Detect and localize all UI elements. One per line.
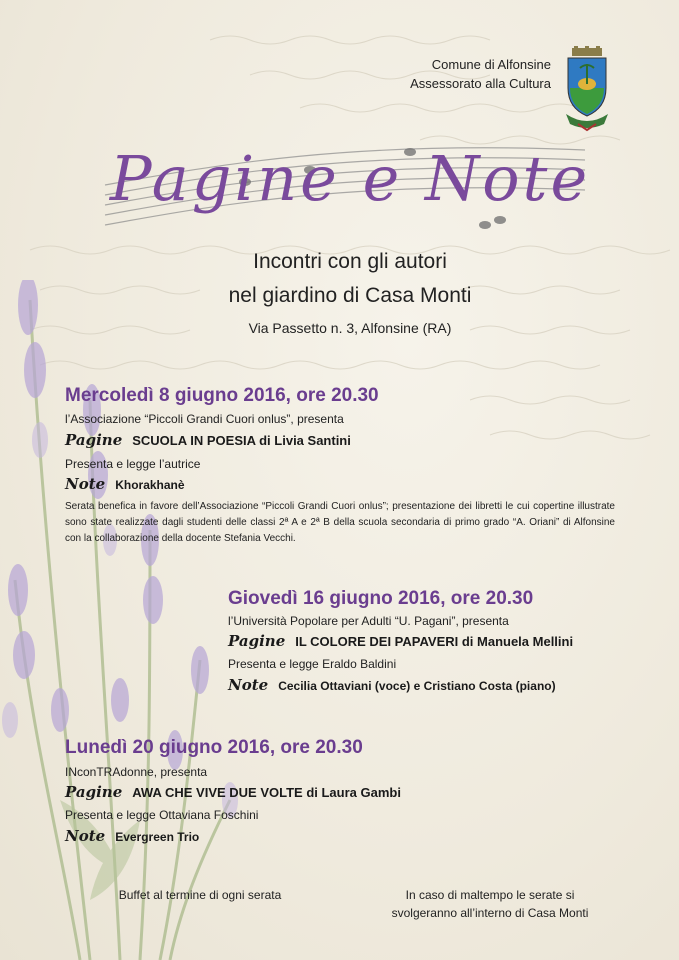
lavender-illustration	[0, 280, 260, 960]
footer-weather-note	[350, 886, 630, 922]
municipal-crest-icon	[558, 46, 616, 132]
weather-note-line-2: svolgeranno all’interno di Casa Monti	[391, 906, 589, 920]
weather-note-line-1: In caso di maltempo le serate si	[405, 888, 575, 902]
event-presenter: l’Università Popolare per Adulti “U. Pagani”, presenta	[228, 614, 509, 628]
subtitle-line-1: Incontri con gli autori	[253, 250, 447, 273]
note-label: Note	[65, 475, 106, 493]
note-label: Note	[228, 676, 269, 694]
event-book	[65, 431, 351, 449]
book-title: IL COLORE DEI PAPAVERI di Manuela Mellini	[295, 634, 574, 649]
event-date: Giovedì 16 giugno 2016, ore 20.30	[228, 588, 534, 609]
event-reader: Presenta e legge l’autrice	[65, 457, 201, 471]
venue-address: Via Passetto n. 3, Alfonsine (RA)	[248, 320, 452, 336]
municipality-header	[410, 55, 551, 93]
event-presenter: INconTRAdonne, presenta	[65, 765, 208, 779]
department-name: Assessorato alla Cultura	[410, 76, 551, 91]
event-music	[65, 827, 199, 845]
music-performer: Khorakhanè	[115, 478, 185, 492]
event-description: Serata benefica in favore dell’Associazione “Piccoli Grandi Cuori onlus”; presentazione dei libretti le cui copertine illustrate sono state realizzate dagli studenti delle classi 2ª A e 2ª B della scuola secondaria di primo grado “A. Oriani” di Alfonsine con la collaborazione della docente Stefania Vecchi.	[65, 501, 615, 544]
event-reader: Presenta e legge Eraldo Baldini	[228, 657, 397, 671]
music-performer: Cecilia Ottaviani (voce) e Cristiano Costa (piano)	[278, 679, 556, 693]
pagine-label: Pagine	[65, 431, 123, 449]
event-book	[228, 632, 573, 650]
note-label: Note	[65, 827, 106, 845]
event-reader: Presenta e legge Ottaviana Foschini	[65, 808, 259, 822]
event-music	[228, 676, 556, 694]
subtitle-line-2: nel giardino di Casa Monti	[228, 284, 472, 307]
music-performer: Evergreen Trio	[115, 830, 200, 844]
pagine-label: Pagine	[228, 632, 286, 650]
event-date: Lunedì 20 giugno 2016, ore 20.30	[65, 737, 363, 758]
book-title: AWA CHE VIVE DUE VOLTE di Laura Gambi	[132, 785, 401, 800]
poster-title: Pagine e Note	[109, 142, 591, 215]
book-title: SCUOLA IN POESIA di Livia Santini	[132, 433, 351, 448]
pagine-label: Pagine	[65, 783, 123, 801]
event-presenter: l’Associazione “Piccoli Grandi Cuori onlus”, presenta	[65, 412, 344, 426]
event-date: Mercoledì 8 giugno 2016, ore 20.30	[65, 385, 379, 406]
municipality-name: Comune di Alfonsine	[431, 57, 551, 72]
footer-buffet-note: Buffet al termine di ogni serata	[118, 888, 282, 902]
event-music	[65, 475, 185, 493]
event-book	[65, 783, 401, 801]
